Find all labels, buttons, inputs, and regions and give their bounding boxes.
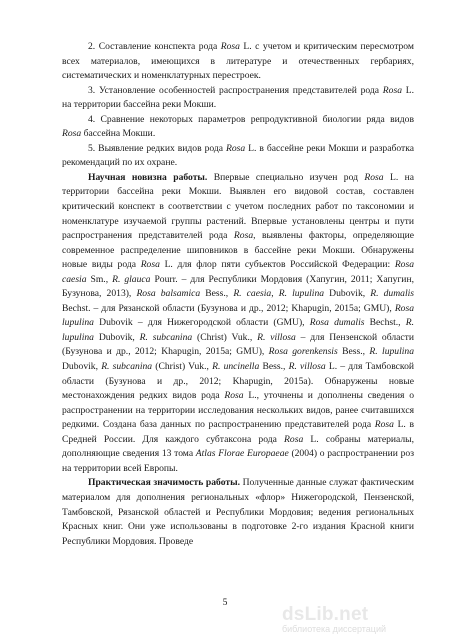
italic-run: R. villosa [288, 361, 326, 373]
text-run: , [271, 288, 279, 300]
italic-run: R. dumalis [370, 288, 415, 300]
italic-run: R. caesia [233, 288, 272, 300]
italic-run: R. subcanina [139, 331, 193, 343]
paragraph [62, 84, 414, 113]
text-run: L. на территории бассейна реки Мокши. [62, 84, 414, 111]
text-run: Bechst., [364, 317, 406, 329]
text-run: L. на территории бассейна реки Мокши. Выявлен его видовой состав, составлен критический конспект в соответствии с учетом последних работ по таксономии и номенклатуре изучаемой группы растений. Впервые установлены центры и пути распространения представителей рода [62, 171, 415, 242]
text-run: Dubovik, [62, 361, 102, 373]
text-run: L., уточнены и дополнены сведения о распространении на территории исследования нескольких видов, ранее считавшихся редкими. Создана база данных по распространению представителей рода [62, 390, 414, 431]
text-run: Bess., [200, 288, 234, 300]
text-run: Впервые специально изучен род [207, 171, 365, 183]
text-run: (Christ) Vuk., [192, 331, 258, 343]
text-run: Dubovik – для Нижегородской области (GMU), [93, 317, 310, 329]
watermark-logo [282, 604, 442, 636]
italic-run: Rosa [374, 419, 394, 431]
watermark-subtitle: библиотека диссертаций [282, 624, 387, 634]
text-run: Sm., [86, 273, 113, 285]
italic-run: R. lupulina [62, 317, 414, 343]
text-run: L. в Средней России. Для каждого субтаксона рода [62, 419, 414, 445]
italic-run: Rosa [226, 142, 246, 154]
watermark-logo-suffix: .net [333, 604, 369, 625]
italic-run: R. lupulina [369, 346, 415, 358]
text-run: Bess., [337, 346, 370, 358]
watermark-logo-text [282, 604, 368, 626]
italic-run: R. villosa [257, 331, 296, 343]
text-run: Dubovik, [324, 288, 371, 300]
italic-run: Rosa lupulina [62, 302, 414, 329]
watermark-logo-main: dsLib [282, 604, 334, 625]
italic-run: Rosa [382, 84, 402, 96]
italic-run: Rosa [284, 433, 304, 445]
paragraph [62, 142, 414, 171]
text-run: L. собраны материалы, дополняющие сведения 13 тома [62, 433, 414, 460]
italic-run: Rosa dumalis [309, 317, 365, 329]
text-run: L. – для Тамбовской области (Бузунова и др., 2012; Khapugin, 2015a). Обнаружены новые местонахождения редких видов рода [62, 361, 415, 402]
text-run: L. в бассейне реки Мокши и разработка рекомендаций по их охране. [62, 142, 415, 169]
page-number: 5 [222, 597, 228, 608]
italic-run: R. lupulina [278, 288, 325, 300]
italic-run: R. uncinella [212, 361, 260, 373]
paragraph [62, 113, 414, 142]
text-run: Bess., [259, 361, 289, 373]
italic-run: Atlas Florae Europaeae [195, 448, 289, 460]
italic-run: Rosa [364, 171, 384, 183]
italic-run: Rosa [140, 259, 160, 271]
text-run: 5. Выявление редких видов рода [88, 142, 227, 154]
text-run: 2. Составление конспекта рода [88, 41, 221, 52]
italic-run: Rosa balsamica [136, 288, 201, 300]
text-run: L. для флор пяти субъектов Российской Федерации: [159, 259, 395, 271]
italic-run: R. subcanina [101, 361, 153, 373]
text-run: Pourr. – для Республики Мордовия (Хапугин, 2011; Хапугин, Бузунова, 2013), [62, 273, 414, 300]
italic-run: Rosa [224, 390, 244, 402]
italic-run: Rosa caesia [62, 259, 414, 285]
section-heading-run: Научная новизна работы. [88, 171, 208, 183]
text-run: бассейна Мокши. [81, 128, 156, 140]
text-run: Dubovik, [93, 331, 140, 343]
italic-run: Rosa [220, 41, 240, 52]
text-run: , выявлены факторы, определяющие современное распределение шиповников в бассейне реки Мокши. Обнаружены новые виды рода [62, 230, 414, 271]
section-heading-run: Практическая значимость работы. [88, 477, 240, 489]
text-run: 4. Сравнение некоторых параметров репродуктивной биологии ряда видов [88, 113, 414, 125]
text-run: – для Пензенской области (Бузунова и др., 2012; Khapugin, 2015a; GMU), [62, 331, 414, 358]
italic-run: R. glauca [112, 273, 151, 285]
text-run: L. с учетом и критическим пересмотром всех материалов, имеющихся в литературе и отечественных гербариях, систематических и номенклатурных перестроек. [62, 41, 414, 82]
text-run: 3. Установление особенностей распространения представителей рода [88, 84, 383, 96]
text-run: (2004) о распространении роз на территории всей Европы. [62, 448, 414, 474]
body-text [62, 40, 414, 549]
text-run: Полученные данные служат фактическим материалом для дополнения региональных «флор» Нижегородской, Пензенской, Тамбовской, Рязанской областей и Республики Мордовия; ведения региональных Красных книг. Они уже использованы в подготовке 2-го издания Красной книги Республики Мордовия. Проведе [62, 477, 414, 547]
paragraph [62, 171, 414, 476]
italic-run: Rosa [62, 128, 82, 140]
paragraph [62, 40, 414, 84]
italic-run: Rosa gorenkensis [268, 346, 338, 358]
italic-run: Rosa [233, 230, 254, 242]
paragraph [62, 476, 414, 549]
text-run: (Christ) Vuk., [152, 361, 213, 373]
text-run: Bechst. – для Рязанской области (Бузунова и др., 2012; Khapugin, 2015a; GMU), [62, 302, 395, 314]
